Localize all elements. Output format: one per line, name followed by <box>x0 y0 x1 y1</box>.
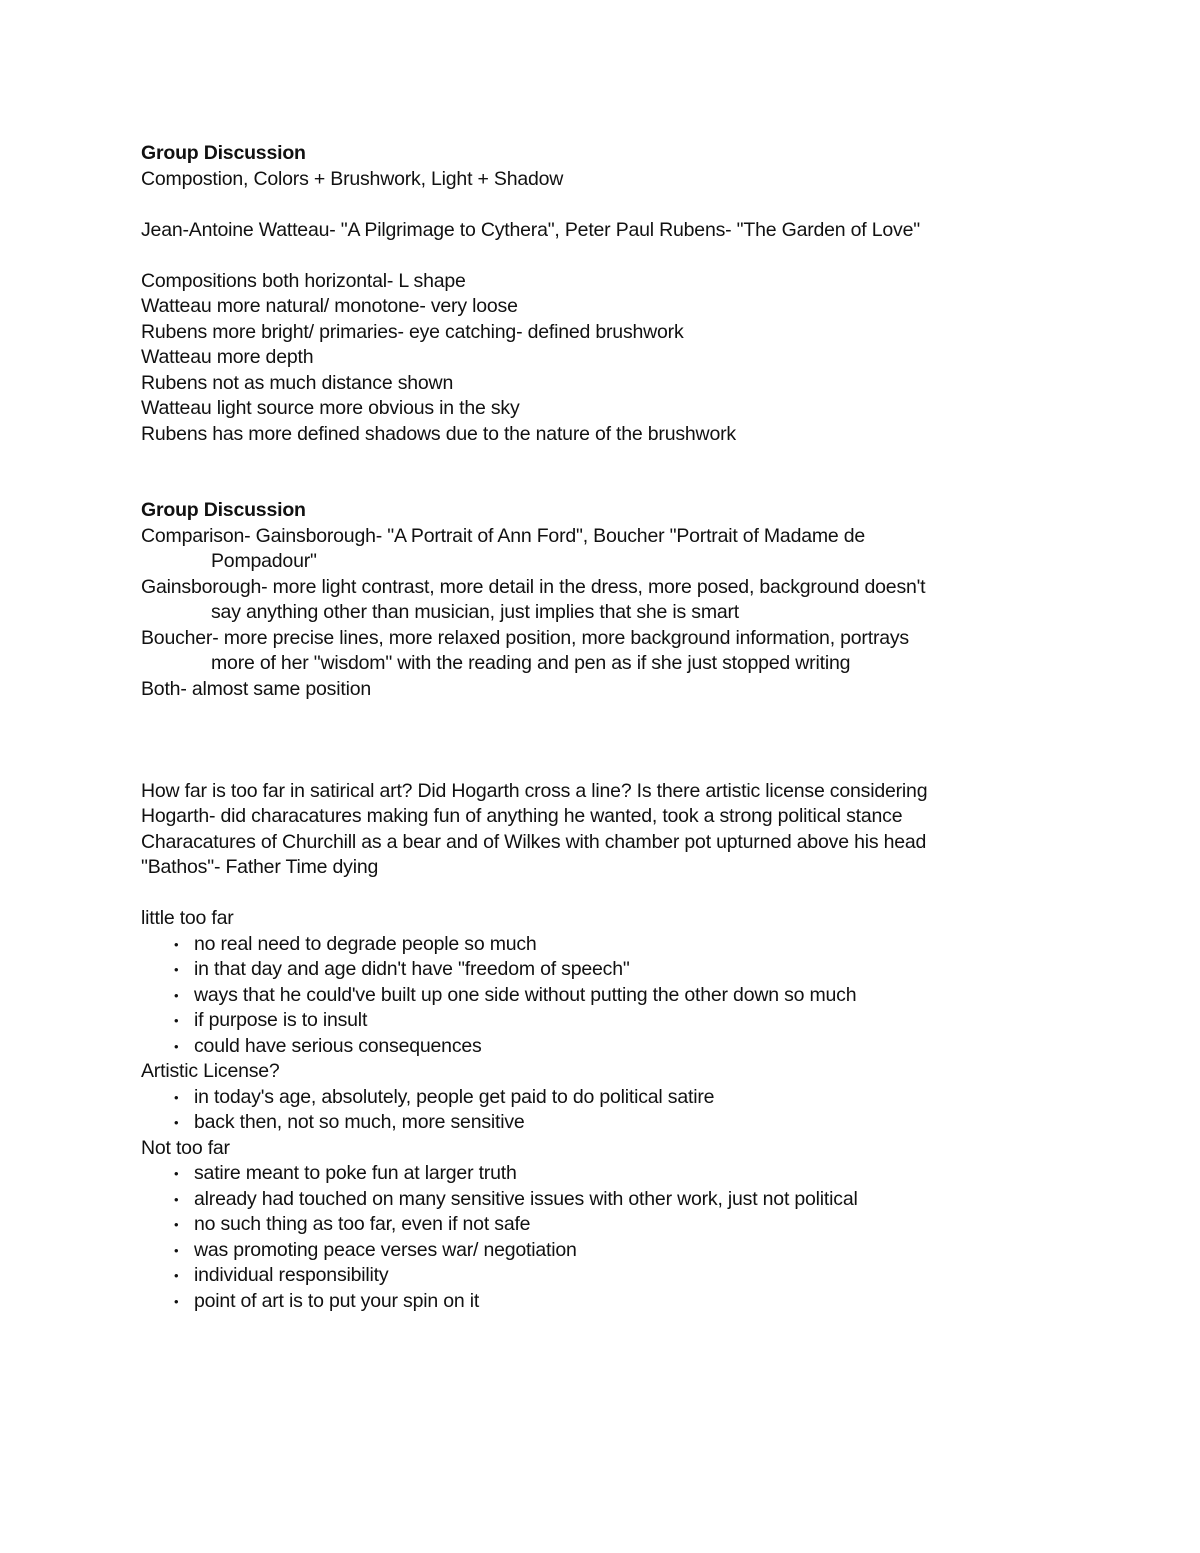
list-item-text: already had touched on many sensitive issues with other work, just not political <box>194 1187 858 1210</box>
list-item <box>141 1085 1061 1111</box>
list-item <box>141 1263 1061 1289</box>
gainsborough-note: Gainsborough- more light contrast, more detail in the dress, more posed, background doesn't <box>141 575 926 598</box>
bullet-icon: • <box>174 1115 179 1130</box>
list-item <box>141 1212 1061 1238</box>
intro-line: "Bathos"- Father Time dying <box>141 856 379 878</box>
list-item <box>141 1110 1061 1136</box>
list-item <box>141 983 1061 1009</box>
boucher-note-continued: more of her "wisdom" with the reading and pen as if she just stopped writing <box>211 652 851 674</box>
artworks-line: Jean-Antoine Watteau- "A Pilgrimage to Cythera", Peter Paul Rubens- "The Garden of Love" <box>141 218 920 241</box>
list-item <box>141 1034 1061 1060</box>
spacer <box>141 753 1061 779</box>
list-item-text: if purpose is to insult <box>194 1009 368 1031</box>
comparison-line-continued: Pompadour" <box>211 550 317 572</box>
list-item-text: ways that he could've built up one side without putting the other down so much <box>194 983 857 1006</box>
bullet-icon: • <box>174 1191 179 1207</box>
list-item <box>141 957 1061 983</box>
comparison-line: Comparison- Gainsborough- "A Portrait of Ann Ford", Boucher "Portrait of Madame de <box>141 524 866 547</box>
spacer <box>141 881 1061 907</box>
spacer <box>141 243 1061 269</box>
gainsborough-note-continued: say anything other than musician, just implies that she is smart <box>211 601 740 623</box>
spacer <box>141 702 1061 728</box>
bullet-list <box>141 932 1061 1060</box>
question-line: How far is too far in satirical art? Did Hogarth cross a line? Is there artistic license considering <box>141 779 928 802</box>
list-item-text: could have serious consequences <box>194 1034 482 1057</box>
note-line: Rubens more bright/ primaries- eye catching- defined brushwork <box>141 320 684 343</box>
bullet-icon: • <box>174 1242 179 1258</box>
list-item-text: point of art is to put your spin on it <box>194 1289 480 1312</box>
list-item-text: back then, not so much, more sensitive <box>194 1111 525 1133</box>
list-item <box>141 1008 1061 1034</box>
group-label: Artistic License? <box>141 1060 280 1082</box>
group-label: Not too far <box>141 1136 230 1159</box>
list-item-text: no real need to degrade people so much <box>194 932 537 955</box>
boucher-note: Boucher- more precise lines, more relaxed position, more background information, portrays <box>141 626 909 649</box>
section-heading: Group Discussion <box>141 499 306 521</box>
spacer <box>141 192 1061 218</box>
list-item <box>141 1187 1061 1213</box>
list-item-text: no such thing as too far, even if not safe <box>194 1213 531 1235</box>
bullet-icon: • <box>174 1089 179 1105</box>
bullet-icon: • <box>174 1293 179 1309</box>
note-line: Rubens not as much distance shown <box>141 371 454 394</box>
bullet-icon: • <box>174 1268 179 1283</box>
bullet-icon: • <box>174 936 179 952</box>
list-item-text: satire meant to poke fun at larger truth <box>194 1162 517 1184</box>
bullet-icon: • <box>174 1013 179 1028</box>
bullet-list <box>141 1085 1061 1136</box>
list-item <box>141 1289 1061 1315</box>
bullet-list <box>141 1161 1061 1314</box>
note-line: Watteau more depth <box>141 346 314 368</box>
spacer <box>141 447 1061 473</box>
note-line: Compositions both horizontal- L shape <box>141 269 466 292</box>
bullet-icon: • <box>174 1217 179 1232</box>
section-heading: Group Discussion <box>141 142 306 164</box>
spacer <box>141 473 1061 499</box>
bullet-icon: • <box>174 1038 179 1054</box>
bullet-icon: • <box>174 1166 179 1181</box>
note-line: Rubens has more defined shadows due to the nature of the brushwork <box>141 422 736 445</box>
list-item <box>141 1161 1061 1187</box>
note-line: Watteau more natural/ monotone- very loose <box>141 295 518 317</box>
list-item-text: individual responsibility <box>194 1264 389 1286</box>
list-item <box>141 932 1061 958</box>
note-line: Watteau light source more obvious in the sky <box>141 397 520 419</box>
both-note: Both- almost same position <box>141 677 371 700</box>
list-item-text: in today's age, absolutely, people get paid to do political satire <box>194 1085 715 1108</box>
document-page <box>141 141 1061 1314</box>
spacer <box>141 728 1061 754</box>
list-item-text: in that day and age didn't have "freedom of speech" <box>194 958 630 980</box>
list-item <box>141 1238 1061 1264</box>
group-label: little too far <box>141 907 234 929</box>
intro-line: Characatures of Churchill as a bear and of Wilkes with chamber pot upturned above his head <box>141 830 927 853</box>
bullet-icon: • <box>174 962 179 977</box>
list-item-text: was promoting peace verses war/ negotiation <box>194 1238 577 1261</box>
bullet-icon: • <box>174 987 179 1003</box>
section-subtitle: Compostion, Colors + Brushwork, Light + Shadow <box>141 167 564 190</box>
intro-line: Hogarth- did characatures making fun of anything he wanted, took a strong political stance <box>141 805 903 827</box>
